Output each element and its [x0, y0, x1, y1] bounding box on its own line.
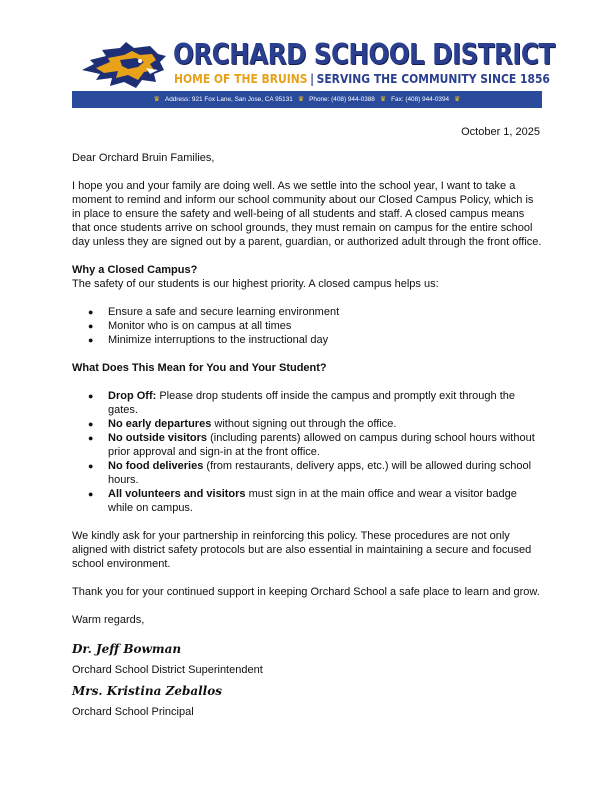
item-text: (from restaurants, delivery apps, etc.) will be allowed during school hours. [108, 460, 532, 486]
thanks-paragraph: Thank you for your continued support in keeping Orchard School a safe place to learn and grow. [72, 586, 540, 598]
signature-principal: Mrs. Kristina Zeballos [72, 684, 222, 698]
tagline-separator: | [310, 71, 315, 86]
item-text: Please drop students off inside the campus and promptly exit through the gates. [108, 390, 516, 416]
list-item [108, 487, 542, 515]
section-text-why: The safety of our students is our highest priority. A closed campus helps us: [72, 278, 439, 290]
signature-superintendent: Dr. Jeff Bowman [72, 642, 182, 656]
item-bold: All volunteers and visitors [108, 488, 246, 500]
item-bold: No early departures [108, 418, 212, 430]
item-bold: No outside visitors [108, 432, 208, 444]
item-bold: No food deliveries [108, 460, 204, 472]
contact-bar [72, 91, 542, 108]
tagline-left: HOME OF THE BRUINS [174, 71, 308, 86]
why-list [72, 305, 542, 347]
list-item: ● Minimize interruptions to the instructional day [108, 333, 542, 347]
item-text: must sign in at the main office and wear a visitor badge while on campus. [108, 488, 517, 514]
paw-icon: ♛ [454, 96, 461, 103]
bruin-logo-icon [80, 40, 168, 90]
meaning-list [72, 389, 542, 515]
item-text: (including parents) allowed on campus during school hours without prior approval and sign-in at the front office. [108, 432, 535, 458]
district-name: ORCHARD SCHOOL DISTRICT [173, 38, 555, 71]
list-item: ● Monitor who is on campus at all times [108, 319, 542, 333]
greeting: Dear Orchard Bruin Families, [72, 152, 215, 164]
section-heading-meaning: What Does This Mean for You and Your Student? [72, 362, 327, 374]
list-item [108, 459, 542, 487]
list-item [108, 417, 542, 431]
intro-paragraph: I hope you and your family are doing well. As we settle into the school year, I want to take a moment to remind and inform our school community about our Closed Campus Policy, which is in place to ensure the safety and well-being of all students and staff. A closed campus means that once students arrive on school grounds, they must remain on campus for the entire school day unless they are signed out by a parent, guardian, or authorized adult through the front office. [72, 180, 542, 248]
paw-icon: ♛ [297, 96, 305, 103]
title-principal: Orchard School Principal [72, 706, 194, 718]
phone-text: Phone: (408) 944-0388 [309, 96, 375, 103]
section-heading-why: Why a Closed Campus? [72, 264, 198, 276]
letter-body [72, 151, 542, 725]
sign-off: Warm regards, [72, 614, 145, 626]
tagline [174, 71, 550, 87]
letter-date: October 1, 2025 [461, 126, 540, 138]
letterhead [72, 38, 555, 112]
item-text: without signing out through the office. [211, 418, 397, 430]
title-superintendent: Orchard School District Superintendent [72, 664, 263, 676]
fax-text: Fax: (408) 944-0394 [391, 96, 450, 103]
list-item [108, 389, 542, 417]
paw-icon: ♛ [379, 96, 387, 103]
list-item [108, 431, 542, 459]
list-item: ● Ensure a safe and secure learning environment [108, 305, 542, 319]
tagline-right: SERVING THE COMMUNITY SINCE 1856 [316, 71, 550, 86]
item-bold: Drop Off: [108, 390, 157, 402]
paw-icon: ♛ [153, 96, 160, 103]
closing-paragraph: We kindly ask for your partnership in reinforcing this policy. These procedures are not only aligned with district safety protocols but are also essential in maintaining a secure and focused school environment. [72, 530, 532, 570]
address-text: Address: 921 Fox Lane, San Jose, CA 95131 [164, 96, 293, 103]
